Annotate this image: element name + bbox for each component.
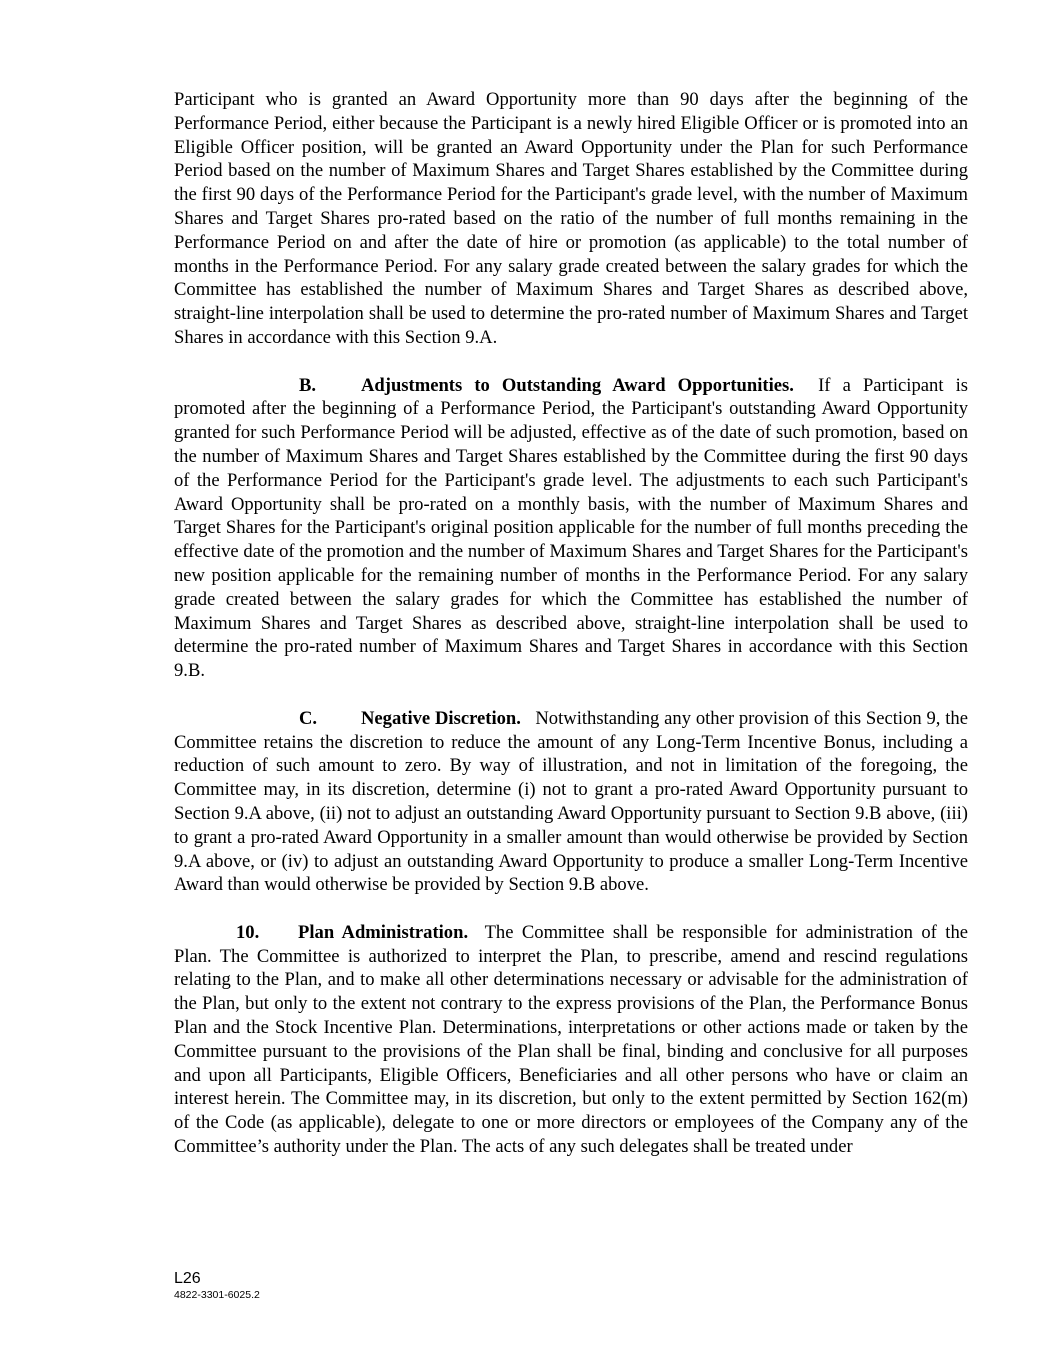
section-9c-text: Notwithstanding any other provision of this Section 9, the Committee retains the discretion to reduce the amount of any Long-Term Incentive Bonus, including a reduction of such amount to zero. By way of illustration, and not in limitation of the foregoing, the Committee may, in its discretion, determine (i) not to grant a pro-rated Award Opportunity pursuant to Section 9.A above, (ii) not to adjust an outstanding Award Opportunity pursuant to Section 9.B above, (iii) to grant a pro-rated Award Opportunity in a smaller amount than would otherwise be provided by Section 9.A above, or (iv) to adjust an outstanding Award Opportunity to produce a smaller Long-Term Incentive Award than would otherwise be provided by Section 9.B above. (174, 707, 968, 896)
section-9b-text: If a Participant is promoted after the beginning of a Performance Period, the Participant's outstanding Award Opportunity granted for such Performance Period will be adjusted, effective as of the date of such promotion, based on the number of Maximum Shares and Target Shares established by the Committee during the first 90 days of the Performance Period for the Participant's grade level. The adjustments to each such Participant's Award Opportunity shall be pro-rated on a monthly basis, with the number of Maximum Shares and Target Shares for the Participant's original position applicable for the number of full months preceding the effective date of the promotion and the number of Maximum Shares and Target Shares for the Participant's new position applicable for the remaining number of months in the Performance Period. For any salary grade created between the salary grades for which the Committee has established the number of Maximum Shares and Target Shares as described above, straight-line interpolation shall be used to determine the pro-rated number of Maximum Shares and Target Shares in accordance with this Section 9.B. (174, 374, 968, 682)
section-9b-heading: Adjustments to Outstanding Award Opportunities. (361, 374, 794, 396)
page-number: L26 (174, 1270, 201, 1287)
section-9c-paragraph (174, 707, 968, 897)
section-9b-label: B. (299, 374, 317, 396)
page-footer (174, 1270, 260, 1302)
section-10-paragraph (174, 921, 968, 1159)
section-10-heading: Plan Administration. (298, 921, 469, 943)
paragraph-continuation: Participant who is granted an Award Opportunity more than 90 days after the beginning of the Performance Period, either because the Participant is a newly hired Eligible Officer or is promoted into an Eligible Officer position, will be granted an Award Opportunity under the Plan for such Performance Period based on the number of Maximum Shares and Target Shares established by the Committee during the first 90 days of the Performance Period for the Participant's grade level, with the number of Maximum Shares and Target Shares pro-rated based on the ratio of the number of full months remaining in the Performance Period on and after the date of hire or promotion (as applicable) to the total number of months in the Performance Period. For any salary grade created between the salary grades for which the Committee has established the number of Maximum Shares and Target Shares as described above, straight-line interpolation shall be used to determine the pro-rated number of Maximum Shares and Target Shares in accordance with this Section 9.A. (174, 89, 968, 348)
document-id: 4822-3301-6025.2 (174, 1289, 260, 1301)
section-10-text: The Committee shall be responsible for administration of the Plan. The Committee is authorized to interpret the Plan, to prescribe, amend and rescind regulations relating to the Plan, and to make all other determinations necessary or advisable for the administration of the Plan, but only to the extent not contrary to the express provisions of the Plan, the Performance Bonus Plan and the Stock Incentive Plan. Determinations, interpretations or other actions made or taken by the Committee pursuant to the provisions of the Plan shall be final, binding and conclusive for all purposes and upon all Participants, Eligible Officers, Beneficiaries and all other persons who have or claim an interest herein. The Committee may, in its discretion, but only to the extent permitted by Section 162(m) of the Code (as applicable), delegate to one or more directors or employees of the Company any of the Committee’s authority under the Plan. The acts of any such delegates shall be treated under (174, 921, 968, 1158)
document-body (174, 88, 968, 1159)
section-10-label: 10. (236, 921, 260, 943)
section-9b-paragraph (174, 374, 968, 683)
section-9c-label: C. (299, 707, 318, 729)
section-9c-heading: Negative Discretion. (361, 707, 521, 729)
